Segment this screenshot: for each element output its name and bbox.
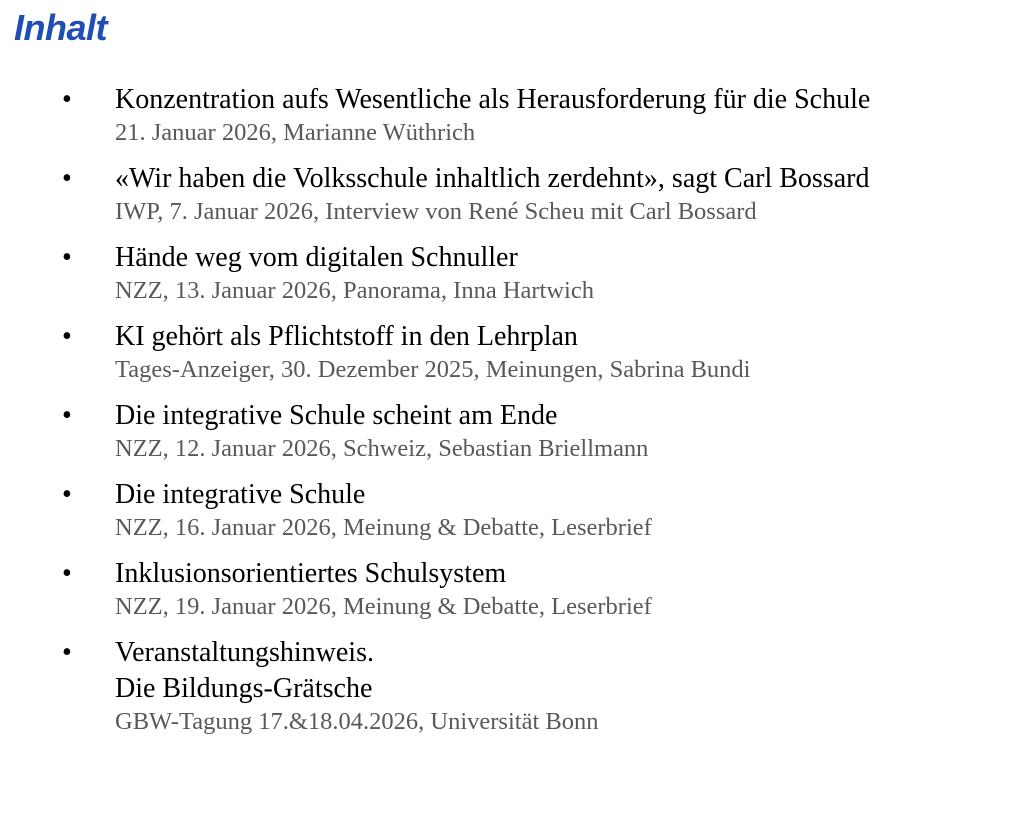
toc-item-source: NZZ, 12. Januar 2026, Schweiz, Sebastian Briellmann: [115, 435, 649, 462]
page-title: Inhalt: [14, 7, 107, 48]
toc-item-title[interactable]: Konzentration aufs Wesentliche als Herausforderung für die Schule: [115, 84, 871, 115]
bullet-icon: •: [62, 84, 72, 115]
toc-item-title[interactable]: Veranstaltungshinweis.: [115, 637, 374, 668]
bullet-icon: •: [62, 163, 72, 194]
bullet-icon: •: [62, 479, 72, 510]
toc-item-7[interactable]: [0, 556, 1024, 622]
toc-item-title[interactable]: Inklusionsorientiertes Schulsystem: [115, 558, 507, 589]
toc-item-title[interactable]: Die integrative Schule scheint am Ende: [115, 400, 558, 431]
toc-item-title[interactable]: «Wir haben die Volksschule inhaltlich zerdehnt», sagt Carl Bossard: [115, 163, 870, 194]
toc-item-1[interactable]: [0, 82, 1024, 148]
toc-item-source: NZZ, 13. Januar 2026, Panorama, Inna Hartwich: [115, 277, 594, 304]
toc-item-title[interactable]: Die integrative Schule: [115, 479, 366, 510]
bullet-icon: •: [62, 558, 72, 589]
toc-item-source: IWP, 7. Januar 2026, Interview von René Scheu mit Carl Bossard: [115, 198, 757, 225]
toc-item-title[interactable]: Hände weg vom digitalen Schnuller: [115, 242, 518, 273]
toc-item-source: Tages-Anzeiger, 30. Dezember 2025, Meinungen, Sabrina Bundi: [115, 356, 751, 383]
toc-item-source: NZZ, 19. Januar 2026, Meinung & Debatte, Leserbrief: [115, 593, 652, 620]
toc-item-source: NZZ, 16. Januar 2026, Meinung & Debatte, Leserbrief: [115, 514, 652, 541]
bullet-icon: •: [62, 242, 72, 273]
bullet-icon: •: [62, 400, 72, 431]
bullet-icon: •: [62, 321, 72, 352]
toc-item-4[interactable]: [0, 319, 1024, 385]
toc-item-2[interactable]: [0, 161, 1024, 227]
toc-item-3[interactable]: [0, 240, 1024, 306]
table-of-contents: [0, 82, 1024, 750]
toc-item-5[interactable]: [0, 398, 1024, 464]
toc-item-source: 21. Januar 2026, Marianne Wüthrich: [115, 119, 476, 146]
toc-item-6[interactable]: [0, 477, 1024, 543]
bullet-icon: •: [62, 637, 72, 668]
toc-item-title[interactable]: KI gehört als Pflichtstoff in den Lehrplan: [115, 321, 578, 352]
toc-item-source: GBW-Tagung 17.&18.04.2026, Universität Bonn: [115, 708, 599, 735]
toc-item-8[interactable]: [0, 635, 1024, 737]
toc-item-subtitle[interactable]: Die Bildungs-Grätsche: [115, 673, 373, 704]
